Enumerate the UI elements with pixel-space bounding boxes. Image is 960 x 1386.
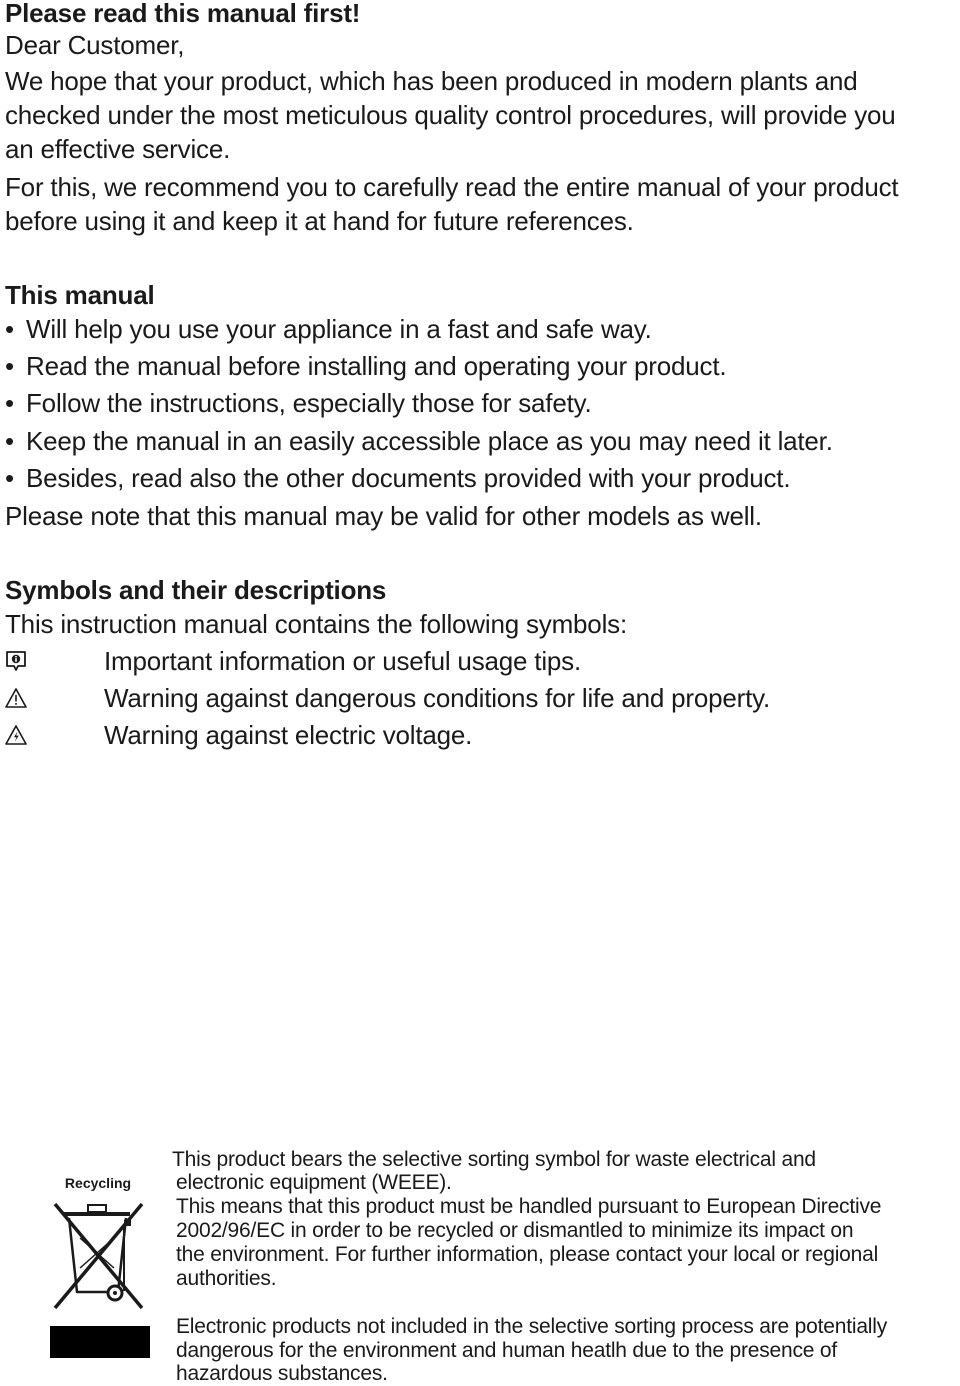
weee-paragraph-line: This product bears the selective sorting symbol for waste electrical and: [172, 1148, 816, 1171]
directive-paragraph-line: authorities.: [176, 1267, 277, 1290]
crossed-out-wheelie-bin-icon: [48, 1196, 152, 1370]
symbol-description: Important information or useful usage tips.: [104, 646, 581, 676]
bullet-text: Keep the manual in an easily accessible place as you may need it later.: [26, 426, 833, 456]
bullet-marker: •: [5, 314, 15, 344]
greeting: Dear Customer,: [5, 30, 185, 60]
intro-paragraph-line: We hope that your product, which has been produced in modern plants and: [5, 66, 858, 96]
symbol-description: Warning against electric voltage.: [104, 720, 473, 750]
bullet-text: Besides, read also the other documents provided with your product.: [26, 463, 791, 493]
bullet-marker: •: [5, 463, 15, 493]
hazard-paragraph-line: hazardous substances.: [176, 1362, 388, 1385]
directive-paragraph-line: 2002/96/EC in order to be recycled or dismantled to minimize its impact on: [176, 1219, 854, 1242]
bullet-text: Will help you use your appliance in a fast and safe way.: [26, 314, 652, 344]
section-heading-this-manual: This manual: [5, 280, 155, 310]
directive-paragraph-line: the environment. For further information, please contact your local or regional: [176, 1243, 879, 1266]
bullet-marker: •: [5, 351, 15, 381]
electric-warning-icon: [5, 724, 27, 746]
intro-paragraph-line: an effective service.: [5, 134, 231, 164]
bullet-text: Read the manual before installing and operating your product.: [26, 351, 727, 381]
recommend-paragraph-line: before using it and keep it at hand for future references.: [5, 206, 634, 236]
info-icon: [5, 650, 27, 672]
weee-paragraph-line: electronic equipment (WEEE).: [176, 1171, 452, 1194]
section-heading-symbols: Symbols and their descriptions: [5, 575, 387, 605]
symbols-intro: This instruction manual contains the following symbols:: [5, 609, 627, 639]
bullet-marker: •: [5, 426, 15, 456]
recycling-label: Recycling: [64, 1175, 132, 1191]
bullet-text: Follow the instructions, especially those for safety.: [26, 388, 592, 418]
recommend-paragraph-line: For this, we recommend you to carefully read the entire manual of your product: [5, 172, 899, 202]
hazard-paragraph-line: Electronic products not included in the selective sorting process are potentially: [176, 1315, 888, 1338]
bullet-marker: •: [5, 388, 15, 418]
validity-note: Please note that this manual may be valid for other models as well.: [5, 501, 762, 531]
weee-recycling-badge: [48, 1170, 152, 1370]
directive-paragraph-line: This means that this product must be handled pursuant to European Directive: [176, 1195, 882, 1218]
page-title: Please read this manual first!: [5, 0, 361, 28]
symbol-description: Warning against dangerous conditions for life and property.: [104, 683, 771, 713]
hazard-paragraph-line: dangerous for the environment and human heatlh due to the presence of: [176, 1339, 837, 1362]
intro-paragraph-line: checked under the most meticulous quality control procedures, will provide you: [5, 100, 896, 130]
warning-icon: [5, 687, 27, 709]
